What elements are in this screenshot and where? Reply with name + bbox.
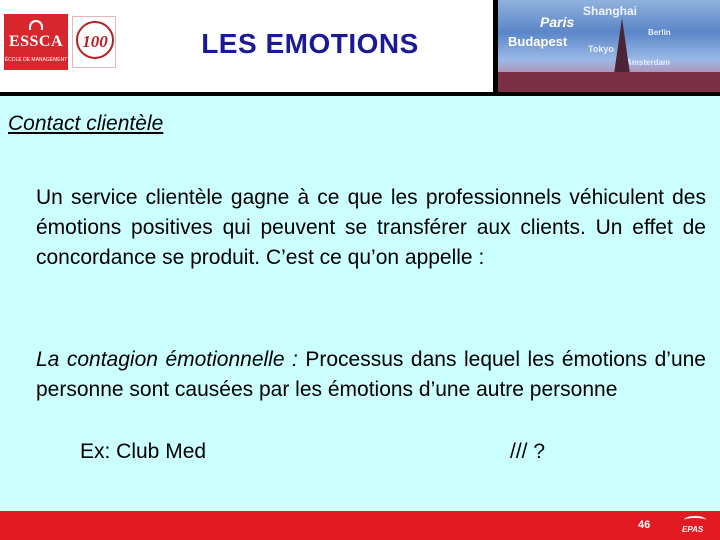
banner-city-amsterdam: Amsterdam: [626, 58, 671, 67]
slide-title: LES EMOTIONS: [201, 28, 419, 59]
banner-city-tokyo: Tokyo: [588, 44, 614, 54]
anniversary-logo: [72, 16, 116, 68]
essca-logo-subtitle: ÉCOLE DE MANAGEMENT: [4, 57, 68, 63]
paragraph-intro: Un service clientèle gagne à ce que les professionnels véhiculent des émotions positives qui peuvent se transférer aux clients. Un effet de concordance se produit. C’est ce qu’on appelle :: [36, 186, 706, 269]
definition-term: La contagion émotionnelle :: [36, 348, 298, 371]
example-text: Ex: Club Med: [80, 440, 207, 463]
banner-city-budapest: Budapest: [508, 34, 568, 49]
slide-footer: [0, 511, 720, 540]
epas-logo-name: EPAS: [682, 525, 704, 534]
anniversary-number: 100: [82, 32, 108, 51]
page-number: 46: [638, 519, 651, 531]
banner-city-berlin: Berlin: [648, 28, 671, 37]
example-reference: /// ?: [510, 440, 546, 463]
banner-city-shanghai: Shanghai: [583, 4, 638, 18]
epas-logo: [676, 516, 716, 538]
cities-banner-image: [493, 0, 720, 92]
epas-swoosh-icon: [684, 516, 706, 524]
banner-city-paris: Paris: [540, 14, 575, 30]
definition-text: Processus dans lequel les émotions d’une personne sont causées par les émotions d’une autre personne: [36, 348, 706, 401]
section-subheading: Contact clientèle: [8, 112, 164, 135]
essca-logo-name: ESSCA: [8, 33, 64, 50]
header-divider: [0, 92, 720, 96]
essca-logo: [4, 14, 68, 70]
slide-header: [0, 0, 720, 92]
eiffel-tower-icon: [614, 18, 630, 74]
skyline-icon: [498, 72, 720, 92]
paragraph-definition: [36, 345, 706, 405]
essca-emblem-icon: [29, 20, 43, 30]
